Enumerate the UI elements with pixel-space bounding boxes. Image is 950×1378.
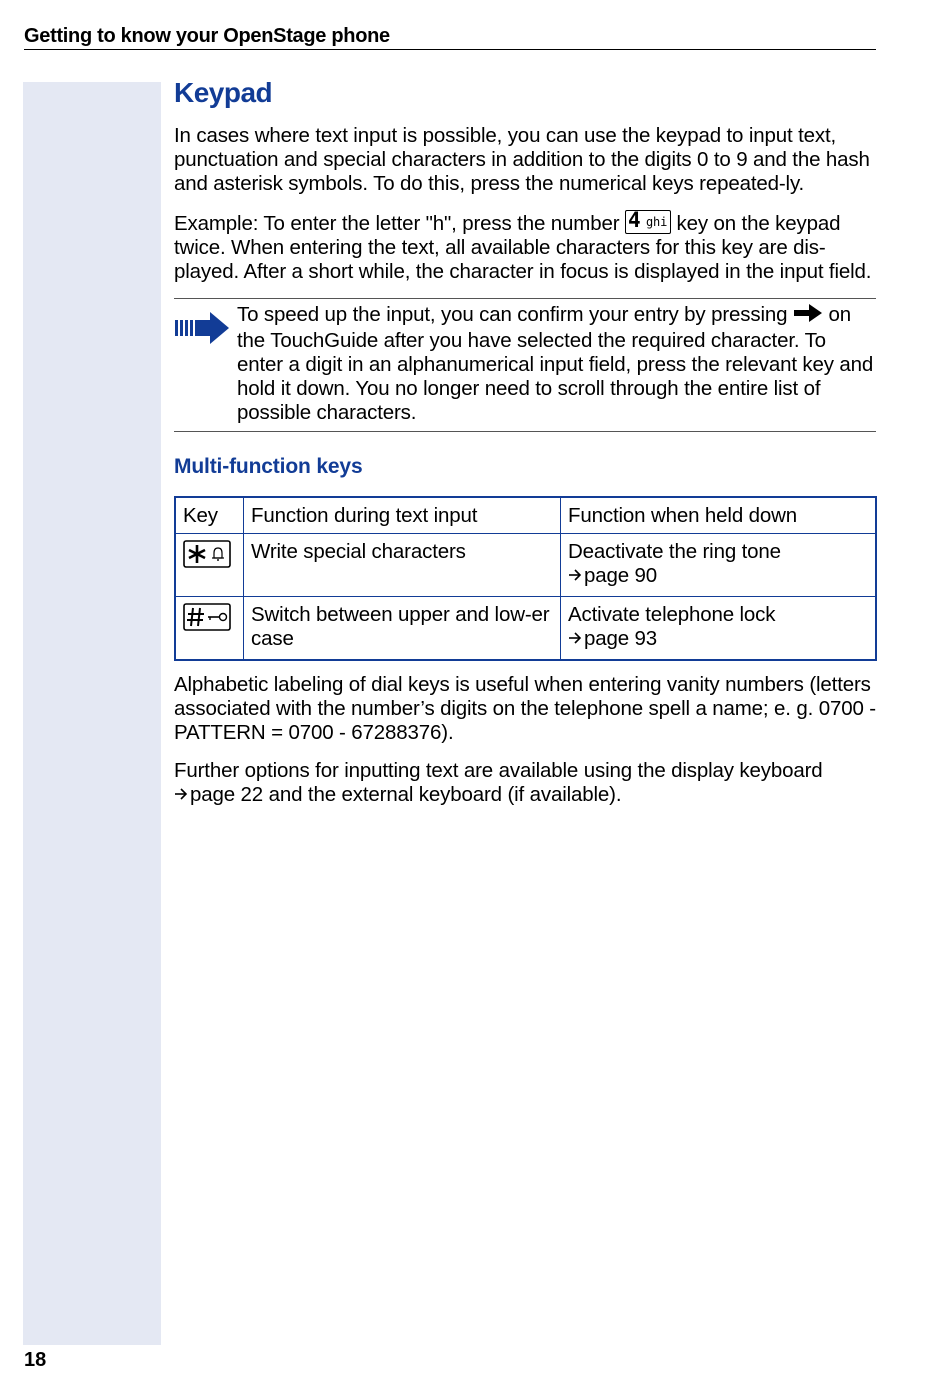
page-reference-link[interactable]: page 90 [584, 564, 658, 587]
page-header: Getting to know your OpenStage phone [24, 24, 876, 50]
table-row [175, 597, 876, 660]
table-cell-key [175, 597, 244, 660]
key-4-digit: 4 [627, 208, 641, 232]
note-text [237, 303, 876, 425]
note-arrow-icon [174, 303, 237, 425]
page-reference [568, 564, 868, 588]
note-text-after: on the TouchGuide after you have selected the required character. To enter a digit in an alphanumerical input field, press the relevant key and hold it down. You no longer need to scroll through the entire list of possible characters. [237, 303, 874, 424]
touchguide-arrow-icon [793, 303, 823, 329]
key-4-letters: ghi [645, 215, 668, 229]
table-header-cell: Function when held down [561, 497, 877, 534]
example-text-before: Example: To enter the letter "h", press the number [174, 212, 625, 235]
table-cell-input-function: Switch between upper and low-er case [244, 597, 561, 660]
multifunction-keys-table [174, 496, 877, 661]
example-paragraph [174, 210, 876, 284]
page-reference [568, 627, 868, 651]
held-function-text: Deactivate the ring tone [568, 540, 781, 563]
table-cell-held-function [561, 534, 877, 597]
table-cell-key [175, 534, 244, 597]
arrow-right-icon [174, 783, 190, 807]
table-header-row [175, 497, 876, 534]
key-4-icon [625, 210, 671, 234]
arrow-right-icon [568, 564, 584, 588]
table-cell-input-function: Write special characters [244, 534, 561, 597]
page-reference-link[interactable]: page 93 [584, 627, 658, 650]
table-header-cell: Key [175, 497, 244, 534]
further-options-link-text[interactable]: page 22 and the external keyboard (if available). [190, 782, 622, 806]
section-title: Keypad [174, 77, 273, 108]
note-text-before: To speed up the input, you can confirm your entry by pressing [237, 303, 793, 326]
margin-sidebar [23, 82, 161, 1345]
intro-paragraph: In cases where text input is possible, you can use the keypad to input text, punctuation and special characters in addition to the digits 0 to 9 and the hash and asterisk symbols. To do this, press the numerical keys repeated-ly. [174, 124, 870, 195]
example-text-after: key on the keypad twice. When entering the text, all available characters for this key are dis-played. After a short while, the character in focus is displayed in the input field. [174, 212, 872, 283]
further-options-text: Further options for inputting text are available using the display keyboard [174, 758, 823, 782]
page-number: 18 [24, 1349, 47, 1371]
subsection-title: Multi-function keys [174, 455, 363, 478]
table-row [175, 534, 876, 597]
held-function-text: Activate telephone lock [568, 603, 776, 626]
star-bell-key-icon [183, 540, 231, 574]
arrow-right-icon [568, 627, 584, 651]
further-options-paragraph [174, 759, 876, 807]
vanity-paragraph: Alphabetic labeling of dial keys is useful when entering vanity numbers (letters associated with the number’s digits on the telephone spell a name; e. g. 0700 - PATTERN = 0700 - 67288376). [174, 672, 876, 744]
note-box [174, 298, 876, 432]
table-header-cell: Function during text input [244, 497, 561, 534]
table-cell-held-function [561, 597, 877, 660]
page-content [174, 76, 876, 821]
hash-key-lock-icon [183, 603, 231, 637]
